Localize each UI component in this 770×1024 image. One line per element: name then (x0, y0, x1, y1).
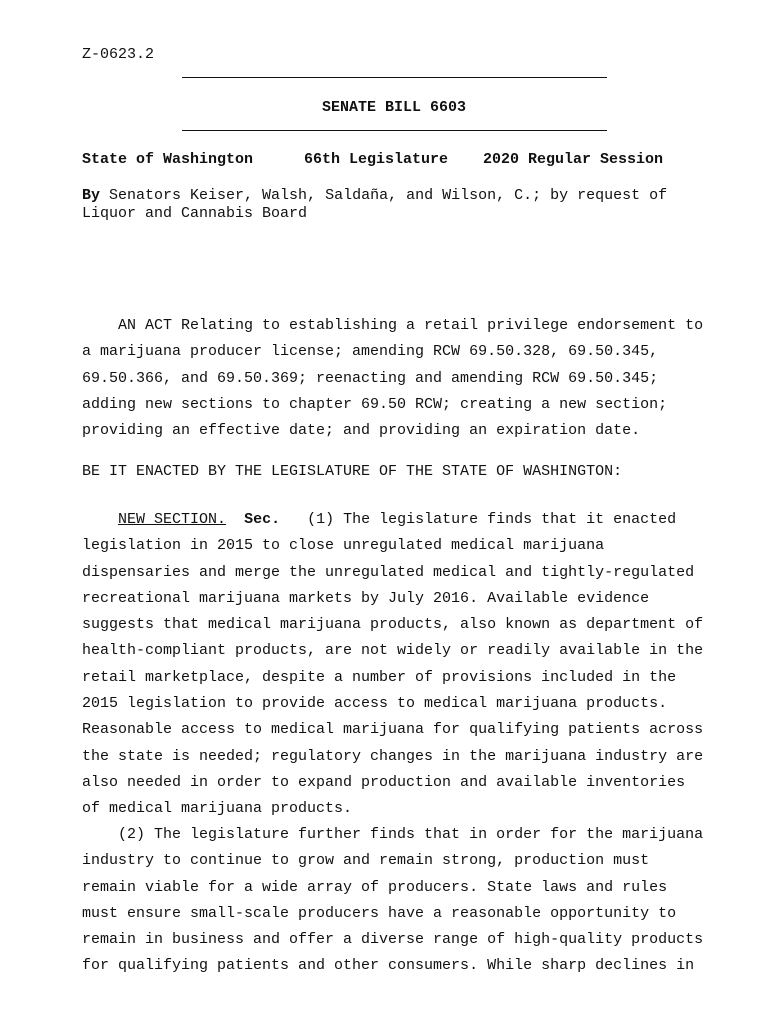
section-2-line: remain viable for a wide array of producers. State laws and rules (82, 878, 668, 896)
sponsors-by-label: By (82, 187, 101, 204)
act-line: providing an effective date; and providing an expiration date. (82, 422, 641, 440)
act-line: 69.50.366, and 69.50.369; reenacting and amending RCW 69.50.345; (82, 369, 659, 387)
title-rule-top (182, 77, 607, 78)
section-1-line: 2015 legislation to provide access to medical marijuana products. (82, 695, 668, 713)
section-1-line: of medical marijuana products. (82, 800, 353, 818)
sponsors-text: Senators Keiser, Walsh, Saldaña, and Wilson, C.; by request of Liquor and Cannabis Board (82, 187, 668, 222)
section-1-first-line (82, 507, 712, 533)
act-title (82, 313, 712, 444)
new-section-label: NEW SECTION. (118, 511, 227, 528)
header-session: 2020 Regular Session (483, 151, 664, 168)
bill-title: SENATE BILL 6603 (321, 99, 467, 116)
section-1-line: Reasonable access to medical marijuana for qualifying patients across (82, 721, 704, 739)
section-1-line: retail marketplace, despite a number of provisions included in the (82, 668, 677, 686)
header-state: State of Washington (82, 151, 254, 168)
header-legislature: 66th Legislature (304, 151, 449, 168)
section-2-line: must ensure small-scale producers have a reasonable opportunity to (82, 904, 677, 922)
section-2-line: (2) The legislature further finds that in order for the marijuana (82, 826, 704, 843)
section-1-line: recreational marijuana markets by July 2016. Available evidence (82, 589, 650, 607)
enacting-clause: BE IT ENACTED BY THE LEGISLATURE OF THE STATE OF WASHINGTON: (82, 463, 623, 480)
section-1-line: the state is needed; regulatory changes in the marijuana industry are (82, 747, 704, 765)
section-1-line: also needed in order to expand production and available inventories (82, 773, 686, 791)
title-rule-bottom (182, 130, 607, 131)
act-line: a marijuana producer license; amending RCW 69.50.328, 69.50.345, (82, 343, 659, 361)
section-1-line: health-compliant products, are not widely or readily available in the (82, 642, 704, 660)
sponsors (82, 187, 682, 223)
section-1 (82, 507, 712, 823)
section-1-line: dispensaries and merge the unregulated medical and tightly-regulated (82, 563, 695, 581)
section-2-line: industry to continue to grow and remain strong, production must (82, 852, 650, 870)
sec-label: Sec. (244, 511, 281, 528)
section-1-line: legislation in 2015 to close unregulated medical marijuana (82, 537, 605, 555)
act-line: adding new sections to chapter 69.50 RCW; creating a new section; (82, 395, 668, 413)
section-1-line: suggests that medical marijuana products, also known as department of (82, 616, 704, 634)
section-2-line: for qualifying patients and other consumers. While sharp declines in (82, 957, 695, 975)
section-1-subsection-2 (82, 822, 712, 980)
act-line: AN ACT Relating to establishing a retail privilege endorsement to (82, 317, 704, 334)
section-2-line: remain in business and offer a diverse range of high-quality products (82, 931, 704, 949)
document-id: Z-0623.2 (82, 46, 155, 63)
section-1-first-line-text: (1) The legislature finds that it enacted (307, 511, 677, 528)
